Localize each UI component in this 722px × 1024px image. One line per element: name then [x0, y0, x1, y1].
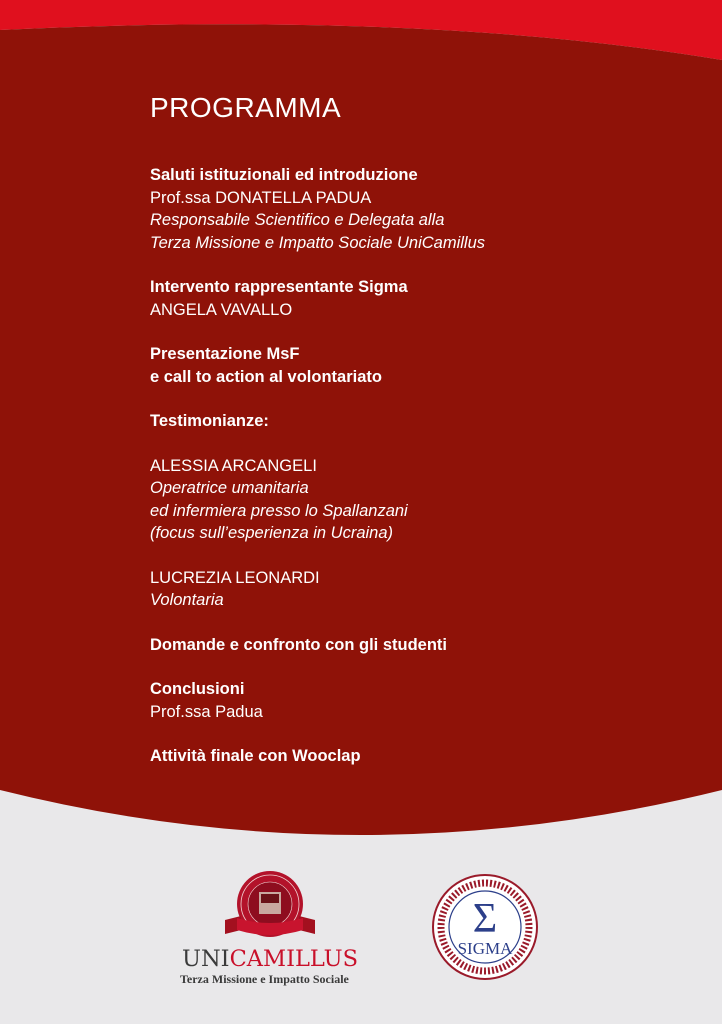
- program-item-welcome: [150, 164, 670, 254]
- unicamillus-logo: [178, 868, 362, 994]
- svg-text:Σ: Σ: [472, 896, 498, 942]
- program-item-sigma: [150, 276, 670, 321]
- page-title: PROGRAMMA: [150, 92, 342, 123]
- program-item-wooclap: [150, 745, 670, 768]
- item-title: Testimonianze:: [150, 412, 269, 430]
- item-title: Domande e confronto con gli studenti: [150, 635, 447, 654]
- program-item-leonardi: [150, 567, 670, 612]
- speaker-name: ANGELA VAVALLO: [150, 300, 293, 319]
- speaker-role: (focus sull’esperienza in Ucraina): [150, 524, 394, 542]
- speaker-name: ALESSIA ARCANGELI: [150, 456, 317, 475]
- sigma-logo: [430, 872, 540, 982]
- speaker-role: Terza Missione e Impatto Sociale UniCamillus: [150, 233, 486, 252]
- speaker-name: Prof.ssa DONATELLA PADUA: [150, 188, 372, 207]
- unicamillus-tagline: Terza Missione e Impatto Sociale: [180, 972, 349, 986]
- item-title: Conclusioni: [150, 680, 245, 698]
- speaker-role: Responsabile Scientifico e Delegata alla: [150, 211, 445, 229]
- logo-footer: [0, 860, 722, 1024]
- program-item-conclusions: [150, 678, 670, 723]
- item-title: Saluti istituzionali ed introduzione: [150, 166, 418, 184]
- program-item-arcangeli: [150, 455, 670, 545]
- speaker-role: Volontaria: [150, 591, 224, 609]
- program-item-questions: [150, 634, 670, 657]
- item-title: Attività finale con Wooclap: [150, 747, 361, 765]
- program-panel: [150, 92, 670, 768]
- unicamillus-crest-icon: [221, 868, 319, 950]
- speaker-role: Operatrice umanitaria: [150, 479, 309, 497]
- item-title: Intervento rappresentante Sigma: [150, 278, 408, 296]
- unicamillus-wordmark: UNICAMILLUS: [182, 946, 358, 972]
- speaker-name: LUCREZIA LEONARDI: [150, 568, 320, 587]
- speaker-name: Prof.ssa Padua: [150, 702, 263, 721]
- sigma-name: SIGMA: [457, 939, 513, 958]
- sigma-seal-icon: [430, 872, 540, 982]
- program-item-msf: [150, 343, 670, 388]
- program-item-testimonials: [150, 410, 670, 433]
- item-title: Presentazione MsF: [150, 345, 300, 363]
- speaker-role: ed infermiera presso lo Spallanzani: [150, 501, 408, 520]
- item-title: e call to action al volontariato: [150, 367, 382, 386]
